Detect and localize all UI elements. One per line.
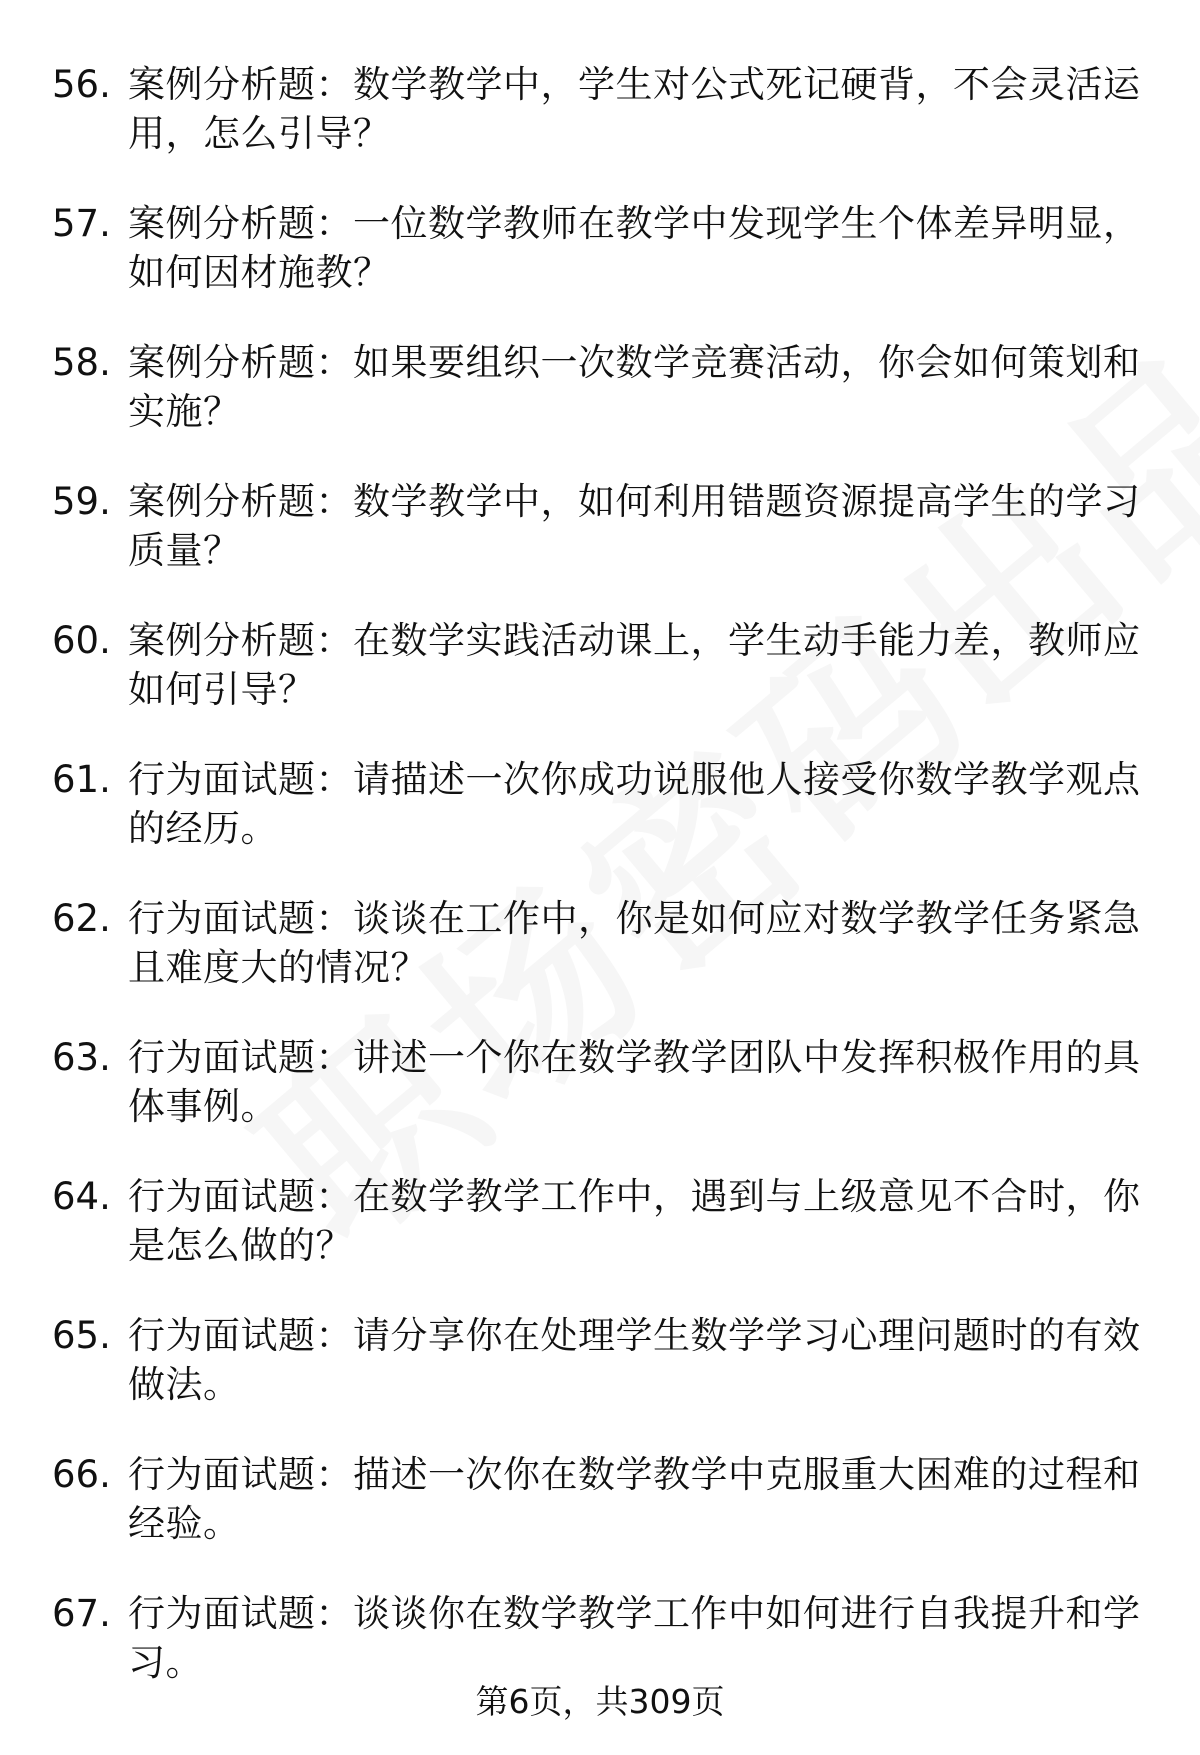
- question-number: 59.: [52, 480, 111, 523]
- page-number-label: 第6页，共309页: [475, 1682, 725, 1721]
- question-text: 行为面试题：讲述一个你在数学教学团队中发挥积极作用的具体事例。: [128, 1036, 1141, 1128]
- question-text: 行为面试题：谈谈你在数学教学工作中如何进行自我提升和学习。: [128, 1592, 1141, 1684]
- question-number: 64.: [52, 1175, 111, 1218]
- question-text: 行为面试题：谈谈在工作中，你是如何应对数学教学任务紧急且难度大的情况？: [128, 897, 1141, 989]
- question-text: 案例分析题：一位数学教师在教学中发现学生个体差异明显，如何因材施教？: [128, 202, 1141, 294]
- page-footer: [0, 1680, 1200, 1724]
- question-item: [52, 338, 1152, 436]
- question-item: [52, 1033, 1152, 1131]
- question-number: 62.: [52, 897, 111, 940]
- question-text: 案例分析题：数学教学中，如何利用错题资源提高学生的学习质量？: [128, 480, 1141, 572]
- question-item: [52, 894, 1152, 992]
- question-item: [52, 1311, 1152, 1409]
- question-number: 60.: [52, 619, 111, 662]
- question-item: [52, 755, 1152, 853]
- question-number: 63.: [52, 1036, 111, 1079]
- question-text: 案例分析题：数学教学中，学生对公式死记硬背，不会灵活运用，怎么引导？: [128, 63, 1141, 155]
- question-item: [52, 199, 1152, 297]
- question-number: 66.: [52, 1453, 111, 1496]
- question-text: 案例分析题：在数学实践活动课上，学生动手能力差，教师应如何引导？: [128, 619, 1141, 711]
- question-number: 61.: [52, 758, 111, 801]
- question-list: [52, 60, 1152, 1728]
- question-number: 56.: [52, 63, 111, 106]
- question-number: 57.: [52, 202, 111, 245]
- question-item: [52, 1172, 1152, 1270]
- question-item: [52, 1589, 1152, 1687]
- question-number: 65.: [52, 1314, 111, 1357]
- question-item: [52, 477, 1152, 575]
- question-item: [52, 1450, 1152, 1548]
- question-text: 案例分析题：如果要组织一次数学竞赛活动，你会如何策划和实施？: [128, 341, 1141, 433]
- question-number: 58.: [52, 341, 111, 384]
- question-text: 行为面试题：请描述一次你成功说服他人接受你数学教学观点的经历。: [128, 758, 1141, 850]
- question-text: 行为面试题：描述一次你在数学教学中克服重大困难的过程和经验。: [128, 1453, 1141, 1545]
- question-text: 行为面试题：在数学教学工作中，遇到与上级意见不合时，你是怎么做的？: [128, 1175, 1141, 1267]
- question-text: 行为面试题：请分享你在处理学生数学学习心理问题时的有效做法。: [128, 1314, 1141, 1406]
- question-number: 67.: [52, 1592, 111, 1635]
- question-item: [52, 616, 1152, 714]
- question-item: [52, 60, 1152, 158]
